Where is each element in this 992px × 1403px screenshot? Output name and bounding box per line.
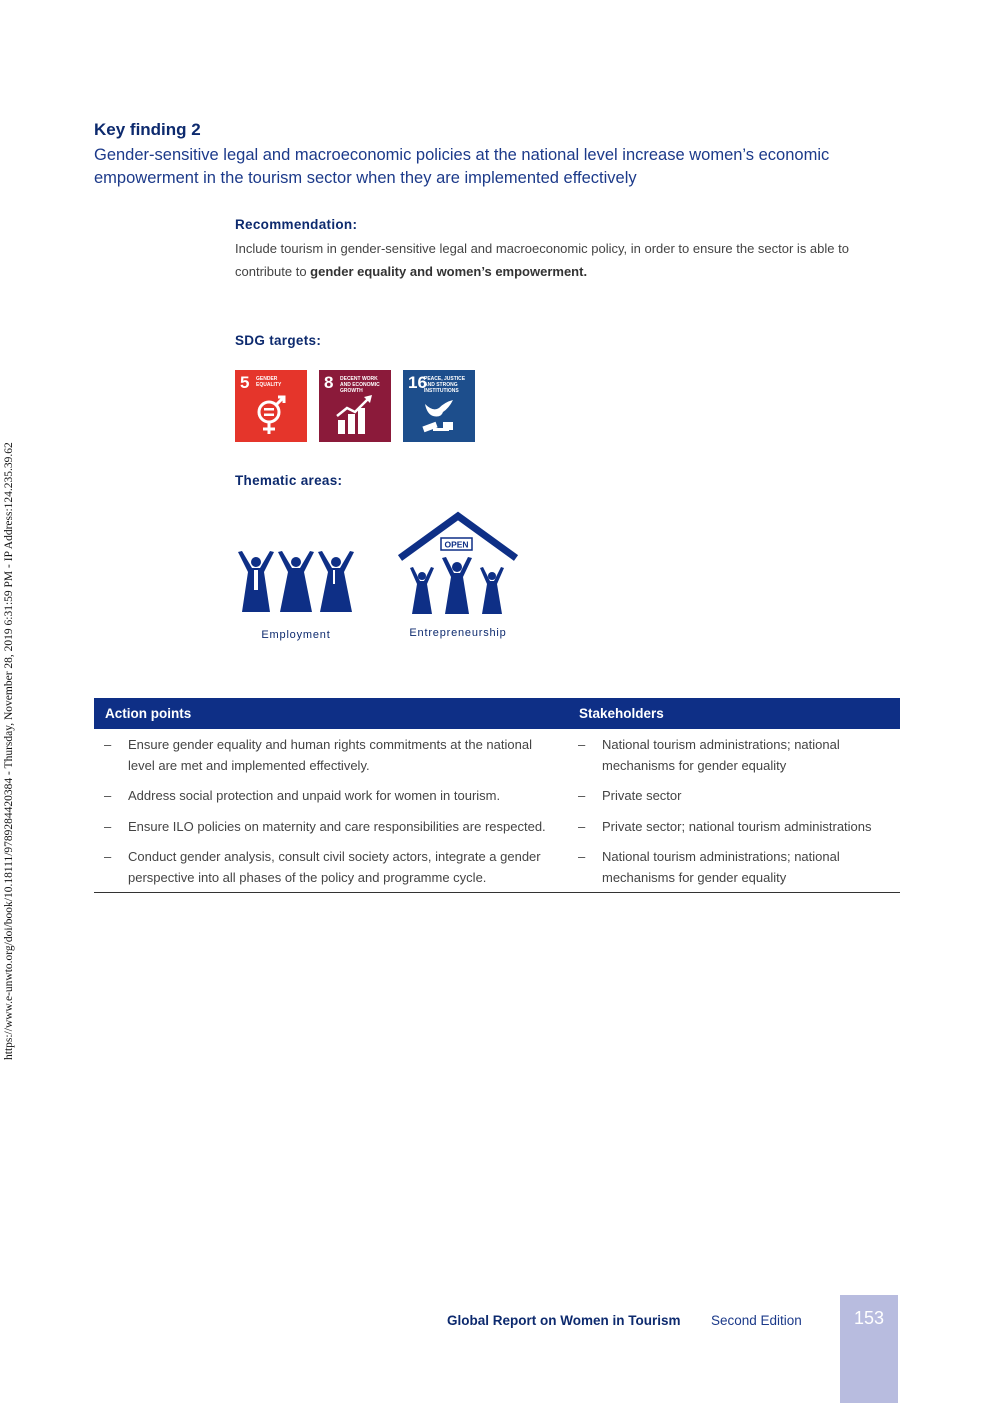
recommendation-body: Include tourism in gender-sensitive legal and macroeconomic policy, in order to ensure the sector is able to contribute to <box>235 241 849 279</box>
sdg-number: 16 <box>408 373 427 392</box>
table-row <box>94 817 900 838</box>
header-stakeholders: Stakeholders <box>579 706 664 721</box>
bullet-dash: – <box>578 849 586 864</box>
stakeholder: National tourism administrations; national mechanisms for gender equality <box>602 737 840 773</box>
table-row <box>94 847 900 888</box>
thematic-entrepreneurship <box>396 510 520 639</box>
action-point: Conduct gender analysis, consult civil society actors, integrate a gender perspective into all phases of the policy and programme cycle. <box>128 849 541 885</box>
sdg-goal-text: DECENT WORK AND ECONOMIC GROWTH <box>340 376 380 394</box>
thematic-employment <box>236 548 356 641</box>
bullet-dash: – <box>578 818 586 834</box>
sdg-number: 5 <box>240 373 250 392</box>
gender-equality-icon <box>251 394 291 436</box>
action-points-table <box>94 698 900 893</box>
bullet-dash: – <box>104 818 112 834</box>
entrepreneurship-house-icon <box>396 510 520 616</box>
recommendation-label: Recommendation: <box>235 217 358 232</box>
sdg-number: 8 <box>324 373 334 392</box>
open-sign: OPEN <box>444 539 469 550</box>
dove-gavel-icon <box>419 394 459 436</box>
sdg-tile-16 <box>403 370 475 442</box>
key-finding-title: Key finding 2 <box>94 120 201 139</box>
bullet-dash: – <box>578 788 586 803</box>
download-stamp: https://www.e-unwto.org/doi/book/10.18111/9789284420384 - Thursday, November 28, 2019 6:31:59 PM - IP Address:124.235.39.62 <box>3 442 15 1060</box>
stakeholder: Private sector; national tourism administrations <box>602 818 872 834</box>
table-body <box>94 729 900 893</box>
action-point: Address social protection and unpaid work for women in tourism. <box>128 788 501 803</box>
sdg-targets-label: SDG targets: <box>235 333 322 348</box>
key-finding-subtitle: Gender-sensitive legal and macroeconomic policies at the national level increase women’s economic empowerment in the tourism sector when they are implemented effectively <box>94 146 830 187</box>
sdg-goal-text: GENDER EQUALITY <box>256 376 282 388</box>
recommendation-emphasis: gender equality and women’s empowerment. <box>310 264 588 279</box>
footer-edition: Second Edition <box>711 1313 802 1328</box>
stakeholder: Private sector <box>602 788 682 803</box>
table-row <box>94 735 900 776</box>
sdg-tile-8 <box>319 370 391 442</box>
sdg-tile-5 <box>235 370 307 442</box>
page-number: 153 <box>853 1308 885 1328</box>
action-point: Ensure ILO policies on maternity and care responsibilities are respected. <box>128 818 546 834</box>
growth-chart-icon <box>335 394 375 436</box>
bullet-dash: – <box>578 737 586 752</box>
page-number-box <box>840 1295 898 1403</box>
footer-report-title: Global Report on Women in Tourism <box>447 1313 681 1328</box>
employment-women-icon <box>236 548 356 616</box>
action-point: Ensure gender equality and human rights commitments at the national level are met and implemented effectively. <box>128 737 532 773</box>
table-row <box>94 786 900 807</box>
sdg-goal-text: PEACE, JUSTICE AND STRONG INSTITUTIONS <box>424 376 466 394</box>
table-header <box>94 698 900 729</box>
thematic-areas-label: Thematic areas: <box>235 473 343 488</box>
stakeholder: National tourism administrations; national mechanisms for gender equality <box>602 849 840 885</box>
thematic-caption: Entrepreneurship <box>409 627 507 639</box>
header-action-points: Action points <box>105 706 192 721</box>
thematic-caption: Employment <box>261 629 331 641</box>
bullet-dash: – <box>104 737 112 752</box>
bullet-dash: – <box>104 849 112 864</box>
sdg-tiles <box>235 370 475 442</box>
recommendation-text <box>235 237 895 283</box>
bullet-dash: – <box>104 788 112 803</box>
